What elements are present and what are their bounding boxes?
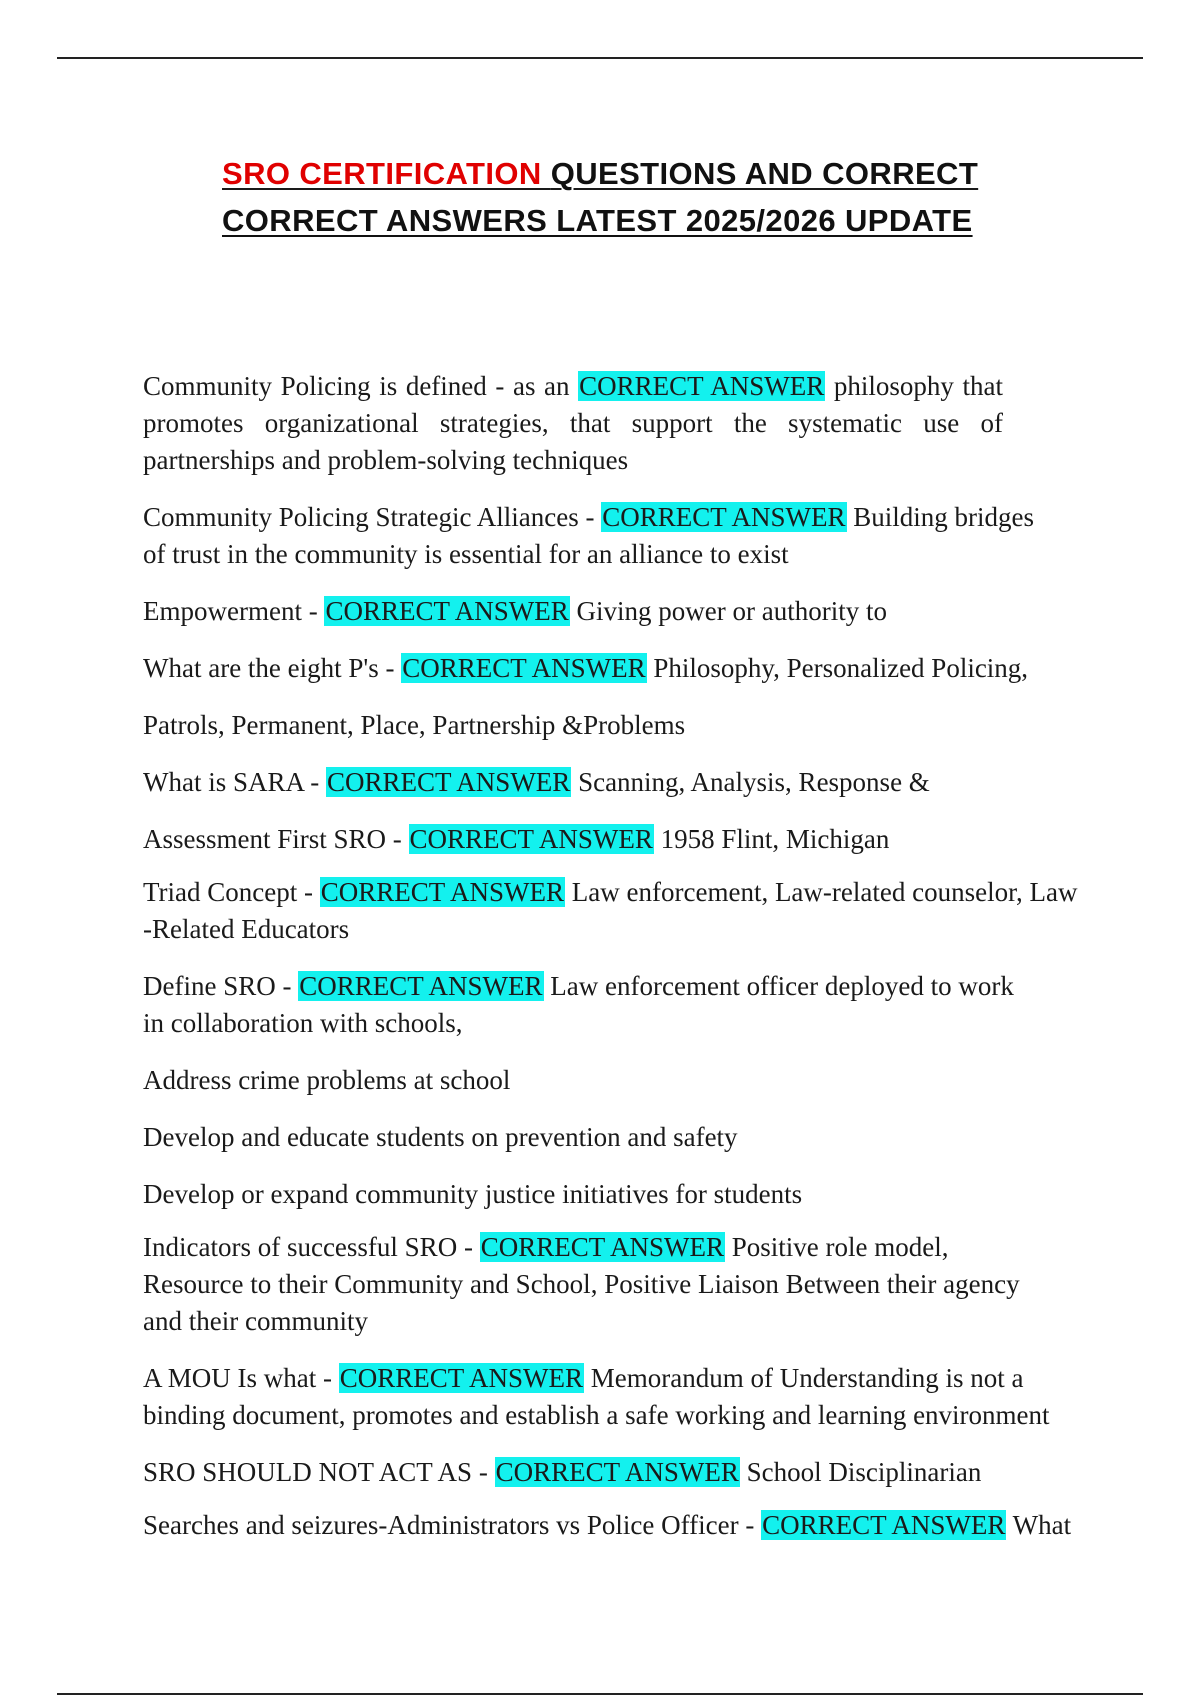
title-line-2: CORRECT ANSWERS LATEST 2025/2026 UPDATE bbox=[222, 203, 973, 238]
entry-strategic-alliances: Community Policing Strategic Alliances - CORRECT ANSWER Building bridges of trust in the community is essential for an alliance to exist bbox=[143, 502, 1034, 569]
correct-answer-highlight: CORRECT ANSWER bbox=[339, 1363, 584, 1393]
correct-answer-highlight: CORRECT ANSWER bbox=[579, 371, 825, 401]
entry-should-not-act: SRO SHOULD NOT ACT AS - CORRECT ANSWER School Disciplinarian bbox=[143, 1457, 982, 1487]
correct-answer-highlight: CORRECT ANSWER bbox=[409, 824, 653, 854]
title-red-part: SRO CERTIFICATION bbox=[222, 156, 551, 191]
correct-answer-highlight: CORRECT ANSWER bbox=[602, 502, 846, 532]
correct-answer-highlight: CORRECT ANSWER bbox=[320, 877, 565, 907]
correct-answer-highlight: CORRECT ANSWER bbox=[495, 1457, 739, 1487]
entry-eight-ps: What are the eight P's - CORRECT ANSWER Philosophy, Personalized Policing, bbox=[143, 653, 1029, 683]
bottom-rule bbox=[57, 1693, 1143, 1695]
entry-triad-concept: Triad Concept - CORRECT ANSWER Law enforcement, Law-related counselor, Law -Related Educators bbox=[143, 877, 1078, 944]
correct-answer-highlight: CORRECT ANSWER bbox=[402, 653, 646, 683]
top-rule bbox=[57, 57, 1143, 59]
correct-answer-highlight: CORRECT ANSWER bbox=[325, 596, 569, 626]
correct-answer-highlight: CORRECT ANSWER bbox=[480, 1232, 724, 1262]
entry-sara: What is SARA - CORRECT ANSWER Scanning, Analysis, Response & bbox=[143, 767, 930, 797]
entry-mou: A MOU Is what - CORRECT ANSWER Memorandum of Understanding is not a binding document, promotes and establish a safe working and learning environment bbox=[143, 1363, 1050, 1430]
entry-define-sro-item: Develop and educate students on prevention and safety bbox=[143, 1122, 738, 1152]
entry-empowerment: Empowerment - CORRECT ANSWER Giving power or authority to bbox=[143, 596, 887, 626]
entry-eight-ps-cont: Patrols, Permanent, Place, Partnership &Problems bbox=[143, 710, 686, 740]
title-black-part: QUESTIONS AND CORRECT bbox=[550, 156, 979, 191]
document-body bbox=[143, 368, 1133, 1544]
entry-define-sro-item: Address crime problems at school bbox=[143, 1065, 511, 1095]
entry-define-sro: Define SRO - CORRECT ANSWER Law enforcement officer deployed to work in collaboration with schools, bbox=[143, 971, 1014, 1038]
correct-answer-highlight: CORRECT ANSWER bbox=[327, 767, 571, 797]
entry-searches-seizures: Searches and seizures-Administrators vs Police Officer - CORRECT ANSWER What bbox=[143, 1510, 1072, 1540]
correct-answer-highlight: CORRECT ANSWER bbox=[299, 971, 543, 1001]
entry-first-sro: Assessment First SRO - CORRECT ANSWER 1958 Flint, Michigan bbox=[143, 824, 890, 854]
entry-define-sro-item: Develop or expand community justice initiatives for students bbox=[143, 1179, 803, 1209]
correct-answer-highlight: CORRECT ANSWER bbox=[762, 1510, 1006, 1540]
entry-indicators: Indicators of successful SRO - CORRECT ANSWER Positive role model, Resource to their Community and School, Positive Liaison Between their agency and their community bbox=[143, 1232, 1020, 1336]
entry-community-policing: Community Policing is defined - as an CORRECT ANSWER philosophy that promotes organizational strategies, that support the systematic use of partnerships and problem-solving techniques bbox=[143, 371, 1003, 475]
page-title bbox=[222, 150, 1122, 244]
